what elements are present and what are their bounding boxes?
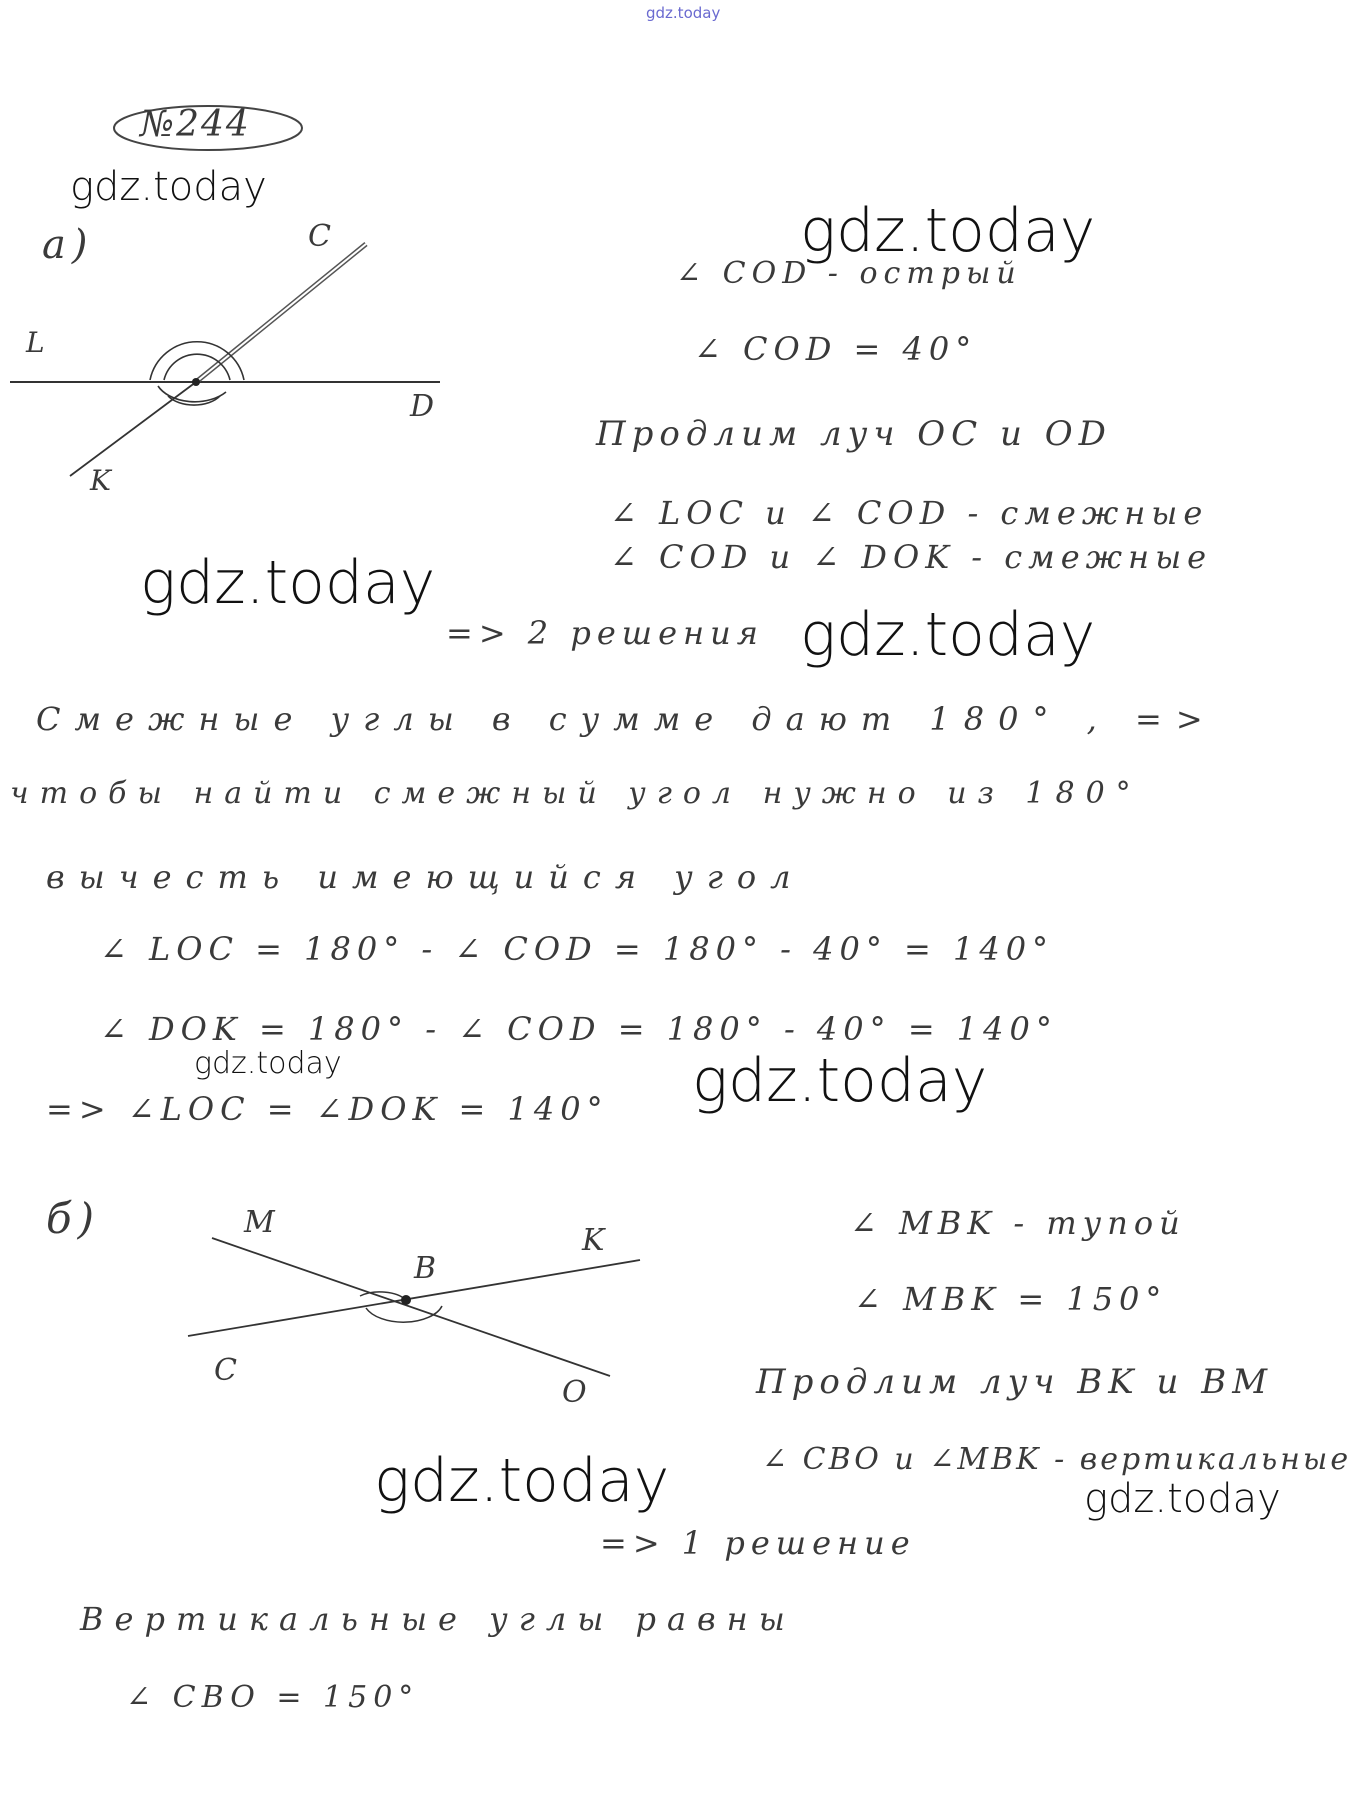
part-a-label: а) [42, 222, 94, 268]
point-d-label: D [410, 389, 435, 424]
figure-b [170, 1200, 650, 1420]
watermark-3: gdz.today [140, 548, 436, 618]
watermark-8: gdz.today [1084, 1476, 1281, 1522]
watermark-1: gdz.today [70, 164, 267, 210]
part-a-line-7: Смежные углы в сумме дают 180° , => [36, 700, 1217, 738]
part-b-line-5: => 1 решение [600, 1524, 916, 1562]
watermark-7: gdz.today [374, 1446, 670, 1516]
part-b-line-4: ∠ CBO и ∠MBK - вертикальные [762, 1442, 1352, 1477]
part-a-line-3: Продлим луч OC и OD [596, 414, 1112, 454]
part-a-line-5: ∠ COD и ∠ DOK - смежные [610, 538, 1213, 576]
watermark-5: gdz.today [194, 1046, 342, 1081]
point-c-label: C [308, 219, 331, 254]
point-k-label: K [90, 464, 111, 497]
watermark-top: gdz.today [646, 4, 721, 22]
part-b-line-3: Продлим луч BK и BM [756, 1362, 1274, 1402]
part-a-line-4: ∠ LOC и ∠ COD - смежные [610, 494, 1209, 532]
part-a-line-1: ∠ COD - острый [676, 256, 1022, 291]
problem-number: №244 [140, 104, 251, 145]
figure-a [0, 220, 460, 500]
part-b-line-6: Вертикальные углы равны [80, 1600, 796, 1638]
part-a-line-12: => ∠LOC = ∠DOK = 140° [46, 1090, 609, 1128]
part-a-line-11: ∠ DOK = 180° - ∠ COD = 180° - 40° = 140° [100, 1010, 1058, 1048]
part-a-line-9: вычесть имеющийся угол [46, 858, 805, 896]
point-b-label: B [414, 1251, 437, 1286]
part-a-line-10: ∠ LOC = 180° - ∠ COD = 180° - 40° = 140° [100, 930, 1055, 968]
part-a-line-6: => 2 решения [446, 614, 764, 652]
watermark-2: gdz.today [800, 196, 1096, 266]
point-k-label: K [582, 1223, 605, 1258]
part-a-line-8: чтобы найти смежный угол нужно из 180° [10, 776, 1142, 811]
point-c-label: C [214, 1353, 237, 1388]
part-b-line-7: ∠ CBO = 150° [126, 1680, 420, 1715]
watermark-6: gdz.today [692, 1046, 988, 1116]
part-b-line-2: ∠ MBK = 150° [854, 1280, 1168, 1318]
point-m-label: M [244, 1205, 275, 1240]
point-l-label: L [26, 326, 45, 359]
point-o-label: O [562, 1375, 587, 1410]
part-b-label: б) [46, 1194, 101, 1243]
part-a-line-2: ∠ COD = 40° [694, 330, 978, 368]
part-b-line-1: ∠ MBK - тупой [850, 1204, 1186, 1242]
watermark-4: gdz.today [800, 600, 1096, 670]
